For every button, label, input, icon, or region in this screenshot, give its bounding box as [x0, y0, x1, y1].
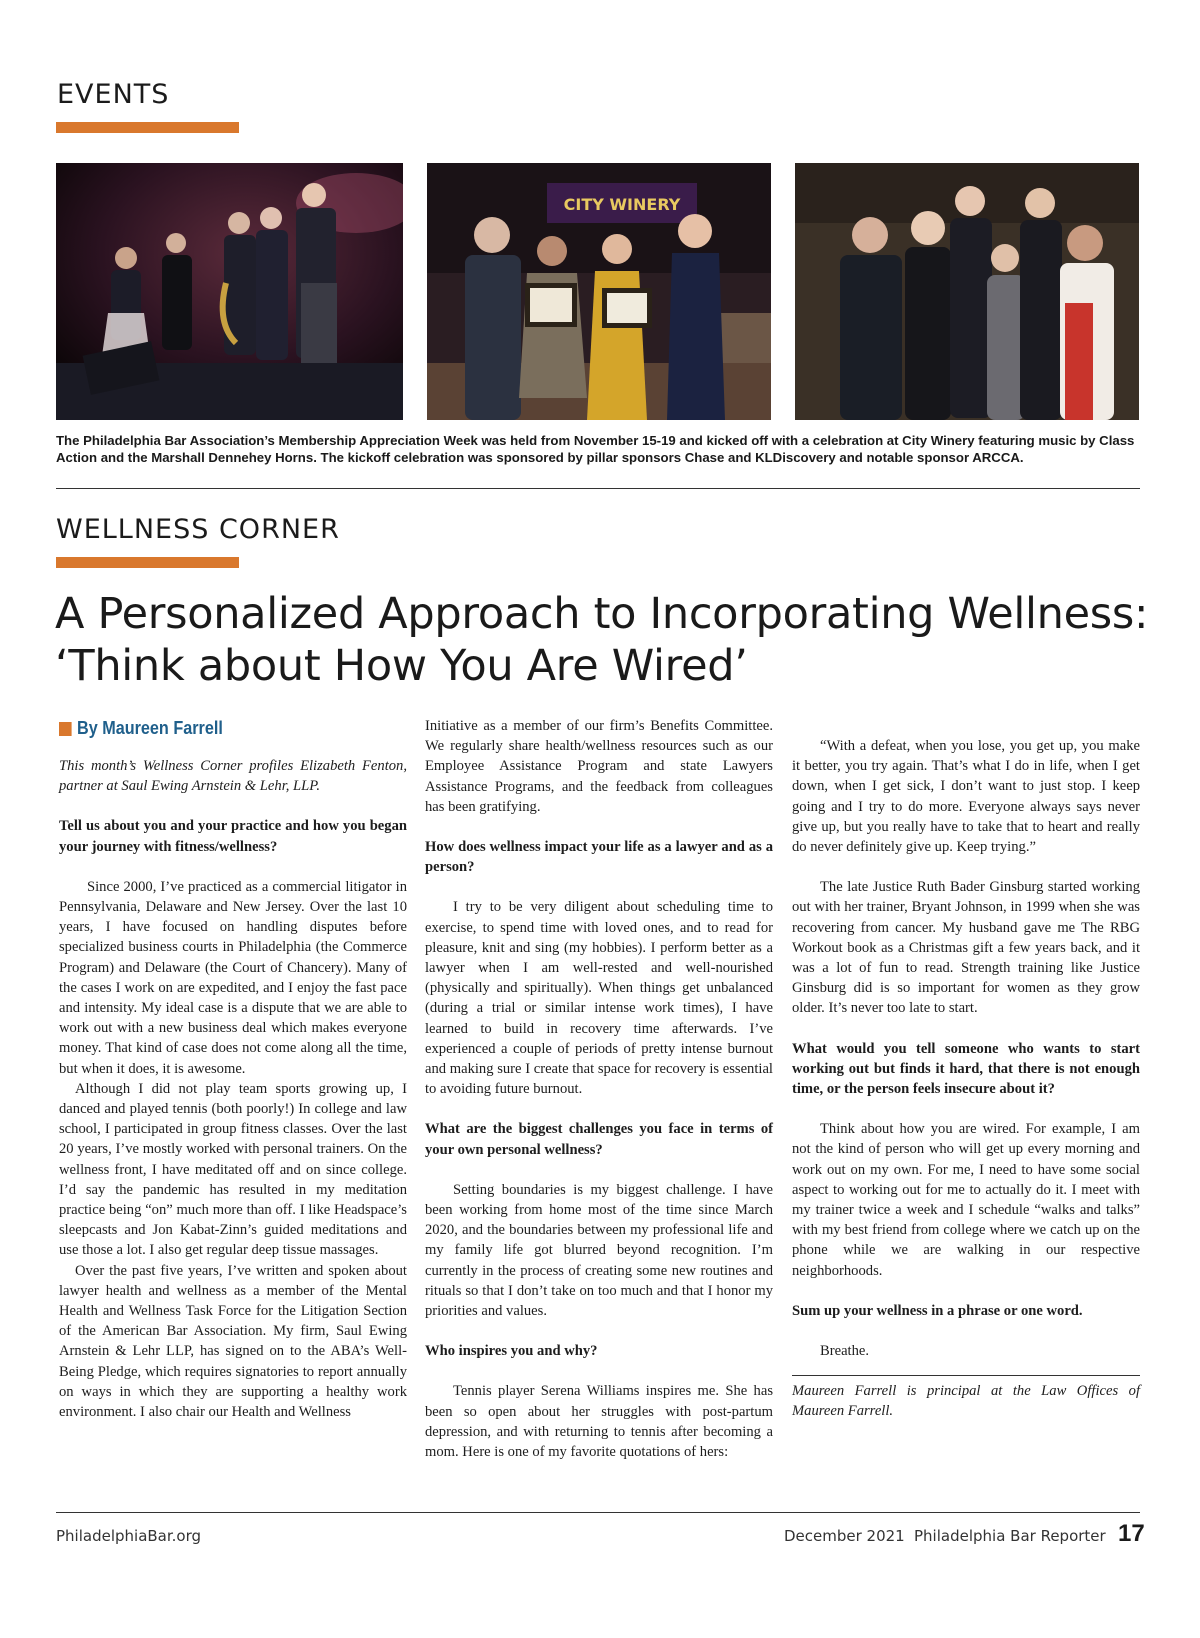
award-photo — [427, 163, 771, 420]
answer-paragraph: The late Justice Ruth Bader Ginsburg started working out with her trainer, Bryant Johnson, in 1999 when she was recovering from cancer. My husband gave me The RBG Workout book as a Christmas gift a few years back, and it was a lot of fun to read. Strength training like Justice Ginsburg did is so important for women as they grow older. It’s never too late to start. — [792, 879, 1140, 1017]
answer-paragraph: Over the past five years, I’ve written and spoken about lawyer health and wellness as a member of the Mental Health and Wellness Task Force for the Litigation Section of the American Bar Association. My firm, Saul Ewing Arnstein & Lehr LLP, has signed on to the ABA’s Well-Being Pledge, which requires signatories to report annually on ways in which they are supporting a healthy work environment. I also chair our Health and Wellness — [59, 1262, 407, 1421]
question: Tell us about you and your practice and how you began your journey with fitness/wellness? — [59, 818, 407, 855]
answer-paragraph: Initiative as a member of our firm’s Benefits Committee. We regularly share health/wellness resources such as our Employee Assistance Program and state Lawyers Assistance Programs, and the feedback from colleagues has been gratifying. — [425, 718, 773, 815]
footer-issue: December 2021 — [784, 1527, 905, 1545]
section-heading-wellness: WELLNESS CORNER — [56, 514, 340, 545]
orange-rule — [56, 557, 239, 568]
group-photo — [795, 163, 1139, 420]
footer-publication: Philadelphia Bar Reporter — [914, 1527, 1106, 1545]
section-divider — [56, 488, 1140, 489]
byline-square-icon — [59, 722, 72, 736]
author-note: Maureen Farrell is principal at the Law Offices of Maureen Farrell. — [792, 1383, 1140, 1420]
footer-divider — [56, 1512, 1140, 1513]
intro: This month’s Wellness Corner profiles Elizabeth Fenton, partner at Saul Ewing Arnstein & Lehr, LLP. — [59, 758, 407, 795]
quote: “With a defeat, when you lose, you get up, you make it better, you try again. That’s what I do in life, when I get down, when I get sick, I don’t want to just stop. I keep going and I try to do more. Everyone always says never give up, but you really have to take that to heart and really do never definitely give up. Keep trying.” — [792, 738, 1140, 856]
orange-rule — [56, 122, 239, 133]
answer-paragraph: Breathe. — [820, 1343, 870, 1360]
section-heading-events: EVENTS — [57, 79, 170, 110]
question: Sum up your wellness in a phrase or one word. — [792, 1302, 1083, 1319]
city-winery-sign: CITY WINERY — [563, 195, 681, 214]
question: What would you tell someone who wants to start working out but finds it hard, that there is not enough time, or the person feels insecure about it? — [792, 1040, 1140, 1098]
events-caption: The Philadelphia Bar Association’s Membership Appreciation Week was held from November 15-19 and kicked off with a celebration at City Winery featuring music by Class Action and the Marshall Dennehey Horns. The kickoff celebration was sponsored by pillar sponsors Chase and KLDiscovery and notable sponsor ARCCA. — [56, 433, 1135, 465]
byline-text: By Maureen Farrell — [77, 718, 223, 738]
article-title — [55, 588, 1155, 692]
article-title-line2: ‘Think about How You Are Wired’ — [55, 641, 748, 691]
answer-paragraph: Although I did not play team sports growing up, I danced and played tennis (both poorly!) In college and law school, I participated in group fitness classes. Over the last 20 years, I’ve mostly worked with personal trainers. On the wellness front, I have meditated off and on since college. I’d say the pandemic has resulted in my meditation practice being “on” much more than off. I like Headspace’s sleepcasts and Jon Kabat-Zinn’s guided meditations and use those a lot. I also get regular deep tissue massages. — [59, 1080, 407, 1259]
footer-site: PhiladelphiaBar.org — [56, 1527, 202, 1545]
byline — [59, 718, 241, 739]
answer-paragraph: Think about how you are wired. For example, I am not the kind of person who will get up every morning and work out on my own. For me, I need to have some social aspect to working out for me to actually do it. I meet with my trainer twice a week and I schedule “walks and talks” with my best friend from college where we catch up on the phone while we are walking in our respective neighborhoods. — [792, 1121, 1140, 1279]
question: How does wellness impact your life as a lawyer and as a person? — [425, 839, 773, 876]
answer-paragraph: Setting boundaries is my biggest challenge. I have been working from home most of the time since March 2020, and the boundaries between my professional life and my family life got blurred beyond recognition. I’m currently in the process of creating some new routines and rituals so that I don’t take on too much and that I honor my priorities and values. — [425, 1181, 773, 1320]
article-title-line1: A Personalized Approach to Incorporating Wellness: — [55, 589, 1149, 639]
page-number: 17 — [1118, 1520, 1145, 1547]
question: Who inspires you and why? — [425, 1343, 598, 1360]
article-column-3 — [792, 736, 1140, 1422]
event-photo-band — [56, 163, 403, 420]
answer-paragraph: I try to be very diligent about scheduling time to exercise, to spend time with loved ones, and to read for pleasure, knit and sing (my hobbies). I perform better as a lawyer when I am well-rested and well-nourished (physically and spiritually). When things get unbalanced (during a trial or similar intense work times), I have learned to build in recovery time afterwards. I’ve experienced a couple of periods of pretty intense burnout and making sure I create that space for recovery is essential to avoiding future burnout. — [425, 899, 773, 1098]
answer-paragraph: Since 2000, I’ve practiced as a commercial litigator in Pennsylvania, Delaware and New Jersey. Over the last 10 years, I have focused on handling disputes before specialized business courts in Philadelphia (the Commerce Program) and Delaware (the Court of Chancery). Many of the cases I work on are expedited, and I enjoy the fast pace and intensity. My ideal case is a dispute that we are able to work out with a new business deal which makes everyone money. That kind of case does not come along all the time, but when it does, it is awesome. — [59, 878, 407, 1077]
article-column-1 — [59, 756, 407, 1422]
question: What are the biggest challenges you face in terms of your own personal wellness? — [425, 1121, 773, 1158]
answer-paragraph: Tennis player Serena Williams inspires me. She has been so open about her struggles with post-partum depression, and with returning to tennis after becoming a mom. Here is one of my favorite quotations of hers: — [425, 1383, 773, 1461]
article-column-2 — [425, 716, 773, 1462]
